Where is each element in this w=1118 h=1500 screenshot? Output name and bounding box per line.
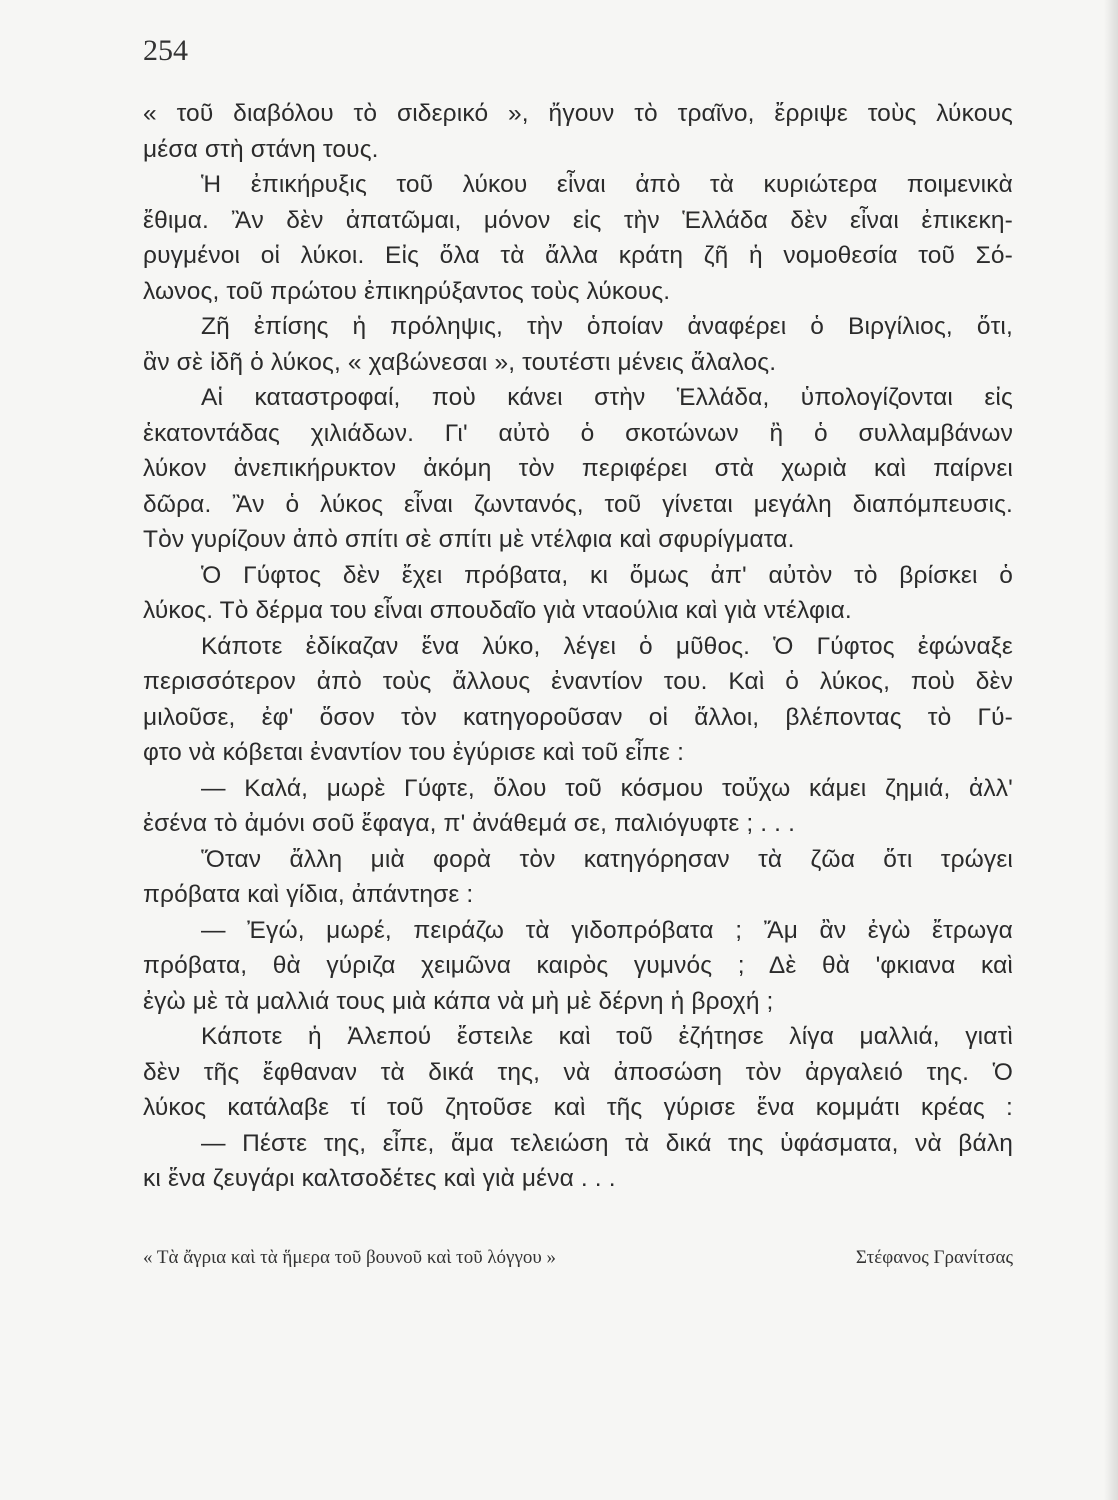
text-line: πρόβατα καὶ γίδια, ἀπάντησε : [143, 881, 474, 908]
text-line: ἔθιμα. Ἂν δὲν ἀπατῶμαι, μόνον εἰς τὴν Ἑλλάδα δὲν εἶναι ἐπικεκη- [143, 206, 1013, 234]
text-line: ρυγμένοι οἱ λύκοι. Εἰς ὅλα τὰ ἄλλα κράτη ζῆ ἡ νομοθεσία τοῦ Σό- [143, 242, 1013, 269]
text-line: λωνος, τοῦ πρώτου ἐπικηρύξαντος τοὺς λύκους. [143, 277, 671, 305]
text-line: « τοῦ διαβόλου τὸ σιδερικό », ἤγουν τὸ τραῖνο, ἔρριψε τοὺς λύκους [143, 100, 1013, 127]
text-line: Ἡ ἐπικήρυξις τοῦ λύκου εἶναι ἀπὸ τὰ κυριώτερα ποιμενικὰ [201, 171, 1013, 198]
text-line: ἐσένα τὸ ἀμόνι σοῦ ἔφαγα, π' ἀνάθεμά σε, παλιόγυφτε ; . . . [143, 810, 796, 837]
text-line: λύκος. Τὸ δέρμα του εἶναι σπουδαῖο γιὰ νταούλια καὶ γιὰ ντέλφια. [143, 597, 852, 624]
text-line: μέσα στὴ στάνη τους. [143, 135, 379, 163]
source-citation [143, 1247, 1013, 1269]
text-line: ἑκατοντάδας χιλιάδων. Γι' αὐτὸ ὁ σκοτώνων ἢ ὁ συλλαμβάνων [143, 419, 1013, 447]
text-line: περισσότερον ἀπὸ τοὺς ἄλλους ἐναντίον του. Καὶ ὁ λύκος, ποὺ δὲν [143, 668, 1013, 695]
text-line: Ὁ Γύφτος δὲν ἔχει πρόβατα, κι ὅμως ἀπ' αὐτὸν τὸ βρίσκει ὁ [201, 561, 1013, 589]
text-line: Τὸν γυρίζουν ἀπὸ σπίτι σὲ σπίτι μὲ ντέλφια καὶ σφυρίγματα. [143, 526, 795, 553]
text-line: Ζῆ ἐπίσης ἡ πρόληψις, τὴν ὁποίαν ἀναφέρει ὁ Βιργίλιος, ὅτι, [201, 313, 1013, 340]
text-line: ἐγὼ μὲ τὰ μαλλιά τους μιὰ κάπα νὰ μὴ μὲ δέρνη ἡ βροχή ; [143, 987, 774, 1015]
text-line: Αἱ καταστροφαί, ποὺ κάνει στὴν Ἑλλάδα, ὑπολογίζονται εἰς [201, 384, 1013, 411]
text-line: κι ἕνα ζευγάρι καλτσοδέτες καὶ γιὰ μένα . . . [143, 1165, 616, 1192]
text-line: Κάποτε ἡ Ἀλεπού ἔστειλε καὶ τοῦ ἐζήτησε λίγα μαλλιά, γιατὶ [201, 1023, 1013, 1050]
page-number: 254 [143, 34, 188, 67]
text-line: λύκον ἀνεπικήρυκτον ἀκόμη τὸν περιφέρει στὰ χωριὰ καὶ παίρνει [143, 455, 1013, 482]
text-line: Ὅταν ἄλλη μιὰ φορὰ τὸν κατηγόρησαν τὰ ζῶα ὅτι τρώγει [201, 845, 1013, 873]
text-line: — Πέστε της, εἶπε, ἅμα τελειώση τὰ δικά της ὑφάσματα, νὰ βάλη [201, 1129, 1013, 1157]
text-line: δῶρα. Ἂν ὁ λύκος εἶναι ζωντανός, τοῦ γίνεται μεγάλη διαπόμπευσις. [143, 490, 1013, 518]
text-line: ἂν σὲ ἰδῆ ὁ λύκος, « χαβώνεσαι », τουτέστι μένεις ἄλαλος. [143, 348, 777, 376]
text-line: λύκος κατάλαβε τί τοῦ ζητοῦσε καὶ τῆς γύρισε ἕνα κομμάτι κρέας : [143, 1094, 1013, 1121]
text-line: μιλοῦσε, ἐφ' ὅσον τὸν κατηγοροῦσαν οἱ ἄλλοι, βλέποντας τὸ Γύ- [143, 703, 1013, 731]
text-line: φτο νὰ κόβεται ἐναντίον του ἐγύρισε καὶ τοῦ εἶπε : [143, 739, 685, 766]
text-line: Κάποτε ἐδίκαζαν ἕνα λύκο, λέγει ὁ μῦθος. Ὁ Γύφτος ἐφώναξε [201, 632, 1013, 660]
source-title: « Τὰ ἄγρια καὶ τὰ ἥμερα τοῦ βουνοῦ καὶ τοῦ λόγγου » [143, 1247, 557, 1268]
text-line: πρόβατα, θὰ γύριζα χειμῶνα καιρὸς γυμνός ; Δὲ θὰ 'φκιανα καὶ [143, 952, 1013, 979]
text-line: — Καλά, μωρὲ Γύφτε, ὅλου τοῦ κόσμου τοὔχω κάμει ζημιά, ἀλλ' [201, 774, 1013, 802]
source-author: Στέφανος Γρανίτσας [855, 1247, 1013, 1268]
body-text [143, 96, 1013, 1197]
text-line: — Ἐγώ, μωρέ, πειράζω τὰ γιδοπρόβατα ; Ἄμ ἂν ἐγὼ ἔτρωγα [201, 916, 1013, 944]
text-line: δὲν τῆς ἔφθαναν τὰ δικά της, νὰ ἀποσώση τὸν ἀργαλειό της. Ὁ [143, 1058, 1013, 1086]
page-edge-shadow [1104, 0, 1118, 1500]
